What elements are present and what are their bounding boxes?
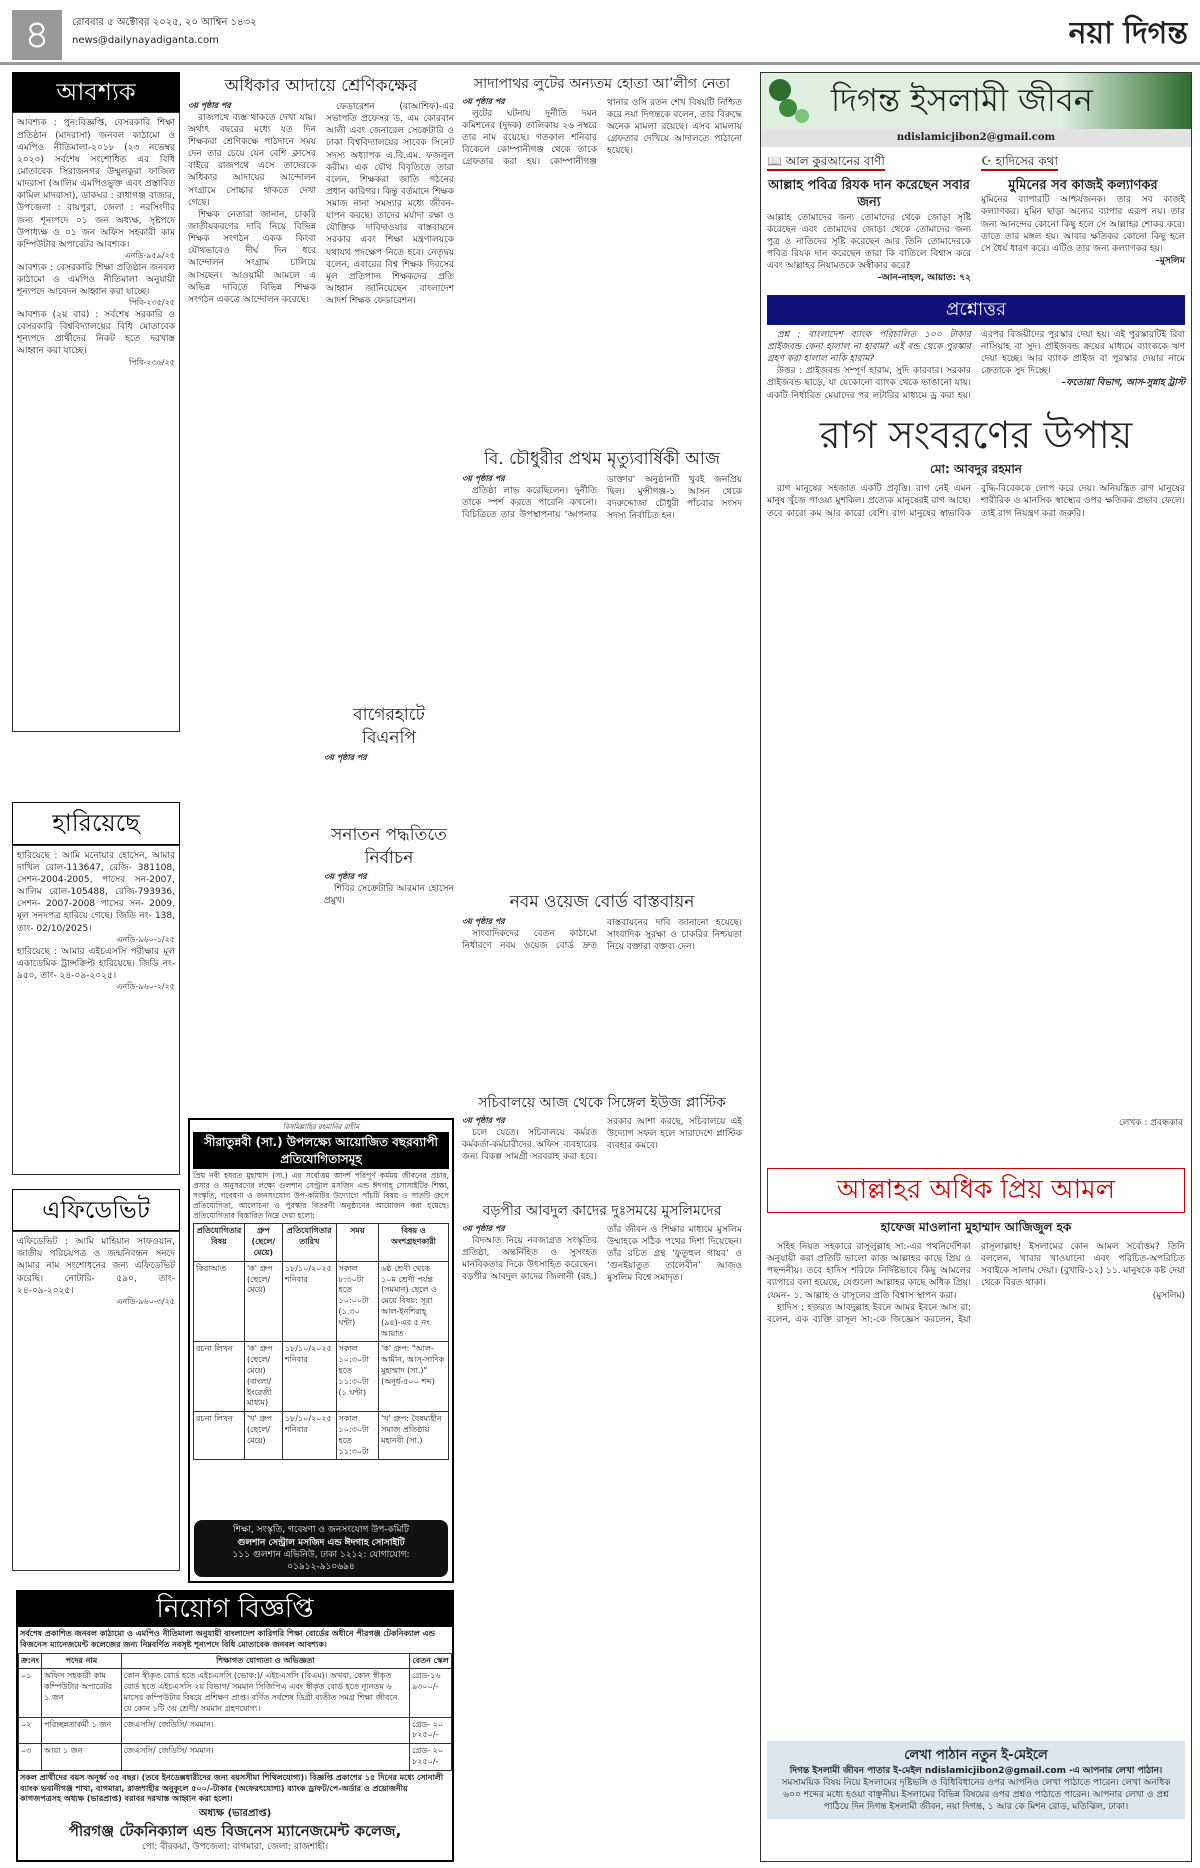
hadith-title: মুমিনের সব কাজই কল্যাণকর xyxy=(1008,177,1158,193)
table-cell: জেএসসি/ জেডিসি/ সমমান। xyxy=(121,1717,409,1744)
table-cell: 'খ' গ্রুপ: বৈষম্যহীন সমাজ প্রতিষ্ঠায় মহানবী (সা.) xyxy=(379,1412,449,1460)
recruitment-notice xyxy=(16,1590,454,1862)
table-row xyxy=(194,1412,449,1460)
qa-title: প্রশ্নোত্তর xyxy=(767,295,1185,325)
text: আল কুরআনের বাণী xyxy=(785,153,885,168)
headline: সচিবালয়ে আজ থেকে সিঙ্গেল ইউজ প্লাস্টিক xyxy=(478,1095,726,1111)
text: (মুসলিম) xyxy=(1152,1290,1185,1301)
posts-table xyxy=(18,1653,452,1771)
college-name: পীরগঞ্জ টেকনিক্যাল এন্ড বিজনেস ম্যানেজমেন্ট কলেজ, xyxy=(68,1821,402,1840)
table-cell: ১৮/১০/২০২৫ শনিবার xyxy=(282,1412,336,1460)
continued-label: ৩য় পৃষ্ঠার পর xyxy=(324,872,367,882)
ad-intro: প্রিয় নবী হযরত মুহাম্মাদ (সা.) এর সর্বোত্তম আদর্শ পরিপূর্ণ কর্মময় জীবনের প্রচার, প্রসার ও অনুসরণের লক্ষ্যে গুলশান সেন্ট্রাল মসজিদ এন্ড ঈদগাহ্ সোসাইটির শিক্ষা, সংস্কৃতি, গবেষণা ও জনসংযোগ উপ-কমিটির উদ্যোগে পাঁচটি বিষয় ও সাতটি গ্রুপে প্রতিযোগিতা, আলোচনা ও পুরস্কার বিতরণী অনুষ্ঠানের আয়োজন করা হয়েছে। প্রতিযোগিতার বিস্তারিত নিম্নে দেয়া হলো: xyxy=(193,1170,449,1221)
ad-footer xyxy=(194,1520,448,1577)
issue-date: রোববার ৫ অক্টোবর ২০২৫, ২০ আশ্বিন ১৪৩২ xyxy=(72,17,257,28)
column-header: ক্র:নং xyxy=(19,1653,42,1669)
quran-box xyxy=(767,153,971,285)
table-cell: অফিস সহকারী কাম কম্পিউটার অপারেটর ১ জন xyxy=(42,1669,122,1717)
headline: সনাতন পদ্ধতিতে নির্বাচন xyxy=(331,824,447,868)
text: গুলশান সেন্ট্রাল মসজিদ এন্ড ঈদগাহ সোসাইটি xyxy=(237,1537,405,1548)
column-header: প্রতিযোগিতার তারিখ xyxy=(282,1224,336,1261)
article-author: মো: আবদুর রহমান xyxy=(930,462,1022,477)
table-cell: 'ক' গ্রুপ (ছেলে/মেয়ে) xyxy=(244,1261,282,1342)
ad-kicker: বিসমিল্লাহির রহমানির রাহীম xyxy=(282,1123,360,1131)
text: ১১১ গুলশান এভিনিউ, ঢাকা ১২১২: যোগাযোগ: ০১৯১২-৯১০৬৯৪ xyxy=(232,1549,410,1572)
table-cell: সকাল ১০:৩০টা হতে ১১:৩০টা xyxy=(336,1412,379,1460)
paragraph: রাগ মানুষের সহজাত একটি প্রবৃত্তি। রাগ নেই এমন মানুষ খুঁজে পাওয়া মুশকিল। প্রত্যেক মানুষেরই রাগ আছে। তবে কারো কম আর কারো বেশি। রাগ মানুষের স্বাভাবিক বুদ্ধি-বিবেককে লোপ করে দেয়। অনিয়ন্ত্রিত রাগ মানুষের শারীরিক ও মানসিক স্বাস্থ্যের ওপর ক্ষতিকর প্রভাব ফেলে। তাই রাগ নিয়ন্ত্রণ করা জরুরি। xyxy=(767,484,1185,519)
islamic-life-section xyxy=(760,72,1192,1862)
ad-code: এনডি-৯৫৯/২৫ xyxy=(124,250,175,260)
college-address: পো: বীরকয়া, উপজেলা: বাগমারা, জেলা: রাজশাহী। xyxy=(141,1842,329,1852)
paragraph: শিবির সেক্রেটারি আরমান হোসেন প্রমুখ। xyxy=(324,884,454,907)
text: ৩য় পৃষ্ঠার পর xyxy=(462,1115,505,1125)
column-header: গ্রুপ (ছেলে/মেয়ে) xyxy=(244,1224,282,1261)
text: ৩য় পৃষ্ঠার পর xyxy=(462,96,505,106)
text: –মুসলিম xyxy=(1155,255,1185,266)
page-number: ৪ xyxy=(12,10,62,60)
table-row xyxy=(194,1261,449,1342)
mosque-logo-icon xyxy=(769,79,819,125)
paragraph: রাজপথে ব্যস্ত থাকতে দেখা যায়। অর্থাৎ বছরের মধ্যে যত দিন শিক্ষকরা শ্রেণিকক্ষে পাঠদানে সময় দেন তার চেয়ে যেন বেশি ক্লাসের বাইরে রাজপথে এসে তাদেরকে অধিকার আদায়ের আন্দোলন সংগ্রামে সোচ্চার থাকতে দেখা গেছে। xyxy=(188,112,316,208)
column-header: সময় xyxy=(336,1224,379,1261)
table-row xyxy=(19,1744,452,1771)
header-divider xyxy=(0,62,1200,65)
paragraph: লুটের ঘটনায় দুর্নীতি দমন কমিশনের (দুদক) তালিকায় ২৬ নম্বরে তার নাম রয়েছে। গতকাল শনিবার বিকেলে কোম্পানীগঞ্জ থেকে তাকে গ্রেফতার করা হয়। কোম্পানীগঞ্জ থানার ওসি রতন শেখ বিষয়টি নিশ্চিত করে নয়া দিগন্তকে বলেন, তার বিরুদ্ধে অনেক মামলা রয়েছে। এসব মামলায় গ্রেফতার দেখিয়ে আদালতে পাঠানো হয়েছে। xyxy=(462,97,742,168)
section-title: এফিডেভিট xyxy=(12,1189,180,1231)
table-cell: 'ক' গ্রুপ (ছেলে/মেয়ে) (বাংলা/ইংরেজী মাধ্যম) xyxy=(244,1342,282,1412)
text: ৩য় পৃষ্ঠার পর xyxy=(462,916,505,926)
ad-box xyxy=(12,1231,180,1571)
table-cell: ০২ xyxy=(19,1717,42,1744)
table-cell: আয়া ১ জন xyxy=(42,1744,122,1771)
ad-box xyxy=(12,112,180,732)
quran-title: আল্লাহ পবিত্র রিযক দান করেছেন সবার জন্য xyxy=(768,177,970,211)
headline: বড়পীর আবদুল কাদের দুঃসময়ে মুসলিমদের xyxy=(482,1203,722,1219)
ad-box xyxy=(12,845,180,1175)
story-education xyxy=(188,72,454,1112)
table-row xyxy=(19,1717,452,1744)
question: প্রশ্ন : বাংলাদেশ ব্যাংক পরিচালিত ১০০ টাকার প্রাইজবন্ড কেনা হালাল না হারাম? এই বন্ড থেকে পুরস্কার গ্রহণ করা হালাল নাকি হারাম? xyxy=(767,329,971,365)
table-cell: সকাল ১০:৩০টা হতে ১১:৩০টা (১ ঘন্টা) xyxy=(336,1342,379,1412)
table-cell: পরিচ্ছন্নতাকর্মী ১ জন xyxy=(42,1717,122,1744)
text: লেখক : প্রবন্ধকার xyxy=(1118,1118,1183,1129)
continued-label: ৩য় পৃষ্ঠার পর xyxy=(188,100,231,110)
table-cell: ১৮/১০/২০২৫ শনিবার xyxy=(282,1342,336,1412)
table-cell: গ্রেড- ২০ ৮২৫০/- xyxy=(410,1744,452,1771)
newspaper-logo: নয়া দিগন্ত xyxy=(1068,16,1188,51)
ad-code: পিবি-২৩৫/২৫ xyxy=(128,298,175,308)
table-cell: ০৩ xyxy=(19,1744,42,1771)
table-cell: ০১ xyxy=(19,1669,42,1717)
paragraph: সহিহ নিয়ত সহকারে রাসূলুল্লাহ সা:-এর পথনির্দেশিকা অনুযায়ী করা প্রতিটি ভালো কাজ আল্লাহর কাছে প্রিয় ও পছন্দনীয়। তবে হাদিস শরিফে নির্দিষ্টভাবে কিছু আমলের ব্যাপারে বলা হয়েছে, যেগুলো আল্লাহর কাছে অধিক প্রিয়। যেমন– ১. আল্লাহ ও রাসূলের প্রতি বিশ্বাস স্থাপন করা। xyxy=(767,1242,971,1301)
text: শিক্ষা, সংস্কৃতি, গবেষণা ও জনসংযোগ উপ-কমিটি xyxy=(233,1525,409,1536)
quran-icon: 📖 xyxy=(767,153,782,168)
table-cell: কিরাআত xyxy=(194,1261,245,1342)
article-author: হাফেজ মাওলানা মুহাম্মাদ আজিজুল হক xyxy=(880,1219,1072,1234)
ad-text: হারিয়েছে : আমার এইচএসসি পরীক্ষার মূল একাডেমিক ট্রান্সক্রিপ্ট হারিয়েছে। জিডি নং- ৯৫০, তাং- ২৪-০৯-২০২৫। xyxy=(17,946,175,981)
text: ৩য় পৃষ্ঠার পর xyxy=(462,473,505,483)
table-row xyxy=(19,1669,452,1717)
paragraph: সাংবাদিকদের বেতন কাঠামো নির্ধারণে নবম ওয়েজ বোর্ড দ্রুত বাস্তবায়নের দাবি জানানো হয়েছে। সাংবাদিক সুরক্ষা ও চাকরির নিশ্চয়তা নিয়ে বক্তারা বক্তব্য দেন। xyxy=(462,917,742,953)
text: দিগন্ত ইসলামী জীবন পাতার ই-মেইল ndislamicjibon2@gmail.com -এ আপনার লেখা পাঠান। xyxy=(789,1765,1163,1776)
headline: অধিকার আদায়ে শ্রেণিকক্ষের xyxy=(224,76,418,96)
continued-label: ৩য় পৃষ্ঠার পর xyxy=(324,752,367,762)
table-cell: রচনা লিখন xyxy=(194,1342,245,1412)
ad-text: আবশ্যক (২য় বার) : সর্বশেষ সরকারি ও বেসরকারি বিশ্ববিদ্যালয়ের বিধি মোতাবেক শূন্যপদে প্রার্থীদের নিকট হতে দরখাস্ত আহ্বান করা যাচ্ছে। xyxy=(17,309,175,357)
text: হাদিসের কথা xyxy=(995,153,1058,168)
hadith-text: মুমিনের ব্যাপারটি আশ্চর্যজনক। তার সব কাজই কল্যাণকর। মুমিন ছাড়া অন্যের ব্যাপার এরূপ নয়। তার জন্য আনন্দের কোনো কিছু হলে সে আল্লাহর শোকর করে। তাতে তার মঙ্গল হয়। আবার ক্ষতিকর কোনো কিছু হলে সে ধৈর্য ধারণ করে। এটিও তার জন্য কল্যাণকর হয়। xyxy=(981,195,1185,254)
classifieds-column xyxy=(12,72,180,1572)
paragraph: ফেডারেশন (বাআশিফ)-এর সভাপতি প্রফেসর ড. এম কোরবান আলী এবং জেনারেল সেক্রেটারি ও ঢাকা বিশ্ববিদ্যালয়ের সাবেক সিনেট সদস্য অধ্যাপক এ.বি.এম. ফজলুল করীম। এক যৌথ বিবৃতিতে তারা বলেন, শিক্ষকরা জাতি গঠনের প্রধান কারিগর। কিন্তু বর্তমানে শিক্ষক সমাজ নানা সমস্যার মধ্যে জীবন-যাপন করছে। তাদের মর্যাদা রক্ষা ও যৌক্তিক দাবিদাওয়ার বাস্তবায়নে সরকার এবং শিক্ষা মন্ত্রণালয়কে যথাযথ পদক্ষেপ নিতে হবে। নেতৃদ্বয় বলেন, এবারের বিশ্ব শিক্ষক দিবসের মূল প্রতিপাদ্য শিক্ষকদের প্রতি আহ্বান জানিয়েছেন বাংলাদেশ আদর্শ শিক্ষক ফেডারেশন। xyxy=(326,101,454,307)
column-header: শিক্ষাগত যোগ্যতা ও অভিজ্ঞতা xyxy=(121,1653,409,1669)
section-banner xyxy=(761,73,1191,129)
paragraph: প্রতিষ্ঠা লাভ করেছিলেন। দুর্নীতি তাকে স্পর্শ করতে পারেনি কখনো। বিচিত্রিতে তার উপস্থাপনায় ‘আপনার ডাক্তার’ অনুষ্ঠানটি খুবই জনপ্রিয় ছিল। মুন্সীগঞ্জ-১ আসন থেকে বদরুদ্দোজা চৌধুরী পাঁচবার সংসদ সদস্য নির্বাচিত হন। xyxy=(462,474,742,522)
ad-code: এনডি-৯৬০-৩/২৫ xyxy=(116,1296,175,1306)
column-header: পদের নাম xyxy=(42,1653,122,1669)
headline: সাদাপাথর লুটের অন্যতম হোতা আ’লীগ নেতা xyxy=(473,76,731,92)
notice-title: নিয়োগ বিজ্ঞপ্তি xyxy=(18,1592,452,1627)
table-cell: কোন স্বীকৃত বোর্ড হতে এইচএসসি (ভোক:)/ এইচএসসি (বিএম)। অথবা, কোন স্বীকৃত বোর্ড হতে এইচএসসি ২য় বিভাগ/ সমমান সিজিপিএ এবং স্বীকৃত বোর্ড হতে ন্যূনতম ৬ মাসের কম্পিউটার বিষয়ে প্রশিক্ষণ প্রাপ্ত। বর্ণিত সর্বশেষ ডিগ্রী ব্যতীত সমগ্র শিক্ষা জীবনে যে কোন ১টি ৩য় শ্রেণী/ সমমান গ্রহণযোগ্য। xyxy=(121,1669,409,1717)
article-title: আল্লাহর অধিক প্রিয় আমল xyxy=(767,1168,1185,1213)
text: ৩য় পৃষ্ঠার পর xyxy=(462,1223,505,1233)
column-header: প্রতিযোগিতার বিষয় xyxy=(194,1224,245,1261)
table-cell: রচনা লিখন xyxy=(194,1412,245,1460)
middle-column xyxy=(462,72,742,1862)
ad-code: পিবি-২৩৬/২৫ xyxy=(128,357,175,367)
headline: বি. চৌধুরীর প্রথম মৃত্যুবার্ষিকী আজ xyxy=(483,449,721,469)
table-cell: 'খ' গ্রুপ (ছেলে/মেয়ে) xyxy=(244,1412,282,1460)
headline: নবম ওয়েজ বোর্ড বাস্তবায়ন xyxy=(509,892,695,912)
column-header: বিষয় ও অংশগ্রহণকারী xyxy=(379,1224,449,1261)
text: দিগন্ত ইসলামী জীবন xyxy=(831,81,1093,120)
paragraph: চলে যেতে। সচিবালয়ে কর্মরত কর্মকর্তা-কর্মচারীদের অফিস ব্যবহারের জন্য বিকল্প সামগ্রী সরবরাহ করা হবে। সরকার আশা করছে, সচিবালয়ে এই উদ্যোগ সফল হলে সারাদেশে প্লাস্টিক ব্যবহার কমবে। xyxy=(462,1116,742,1162)
signatory: অধ্যক্ষ (ভারপ্রাপ্ত) xyxy=(198,1808,272,1820)
competition-table xyxy=(193,1223,449,1460)
table-cell: গ্রেড-১৬ ৯৩০০/- xyxy=(410,1669,452,1717)
ad-code: এনডি-৯৬০-২/২৫ xyxy=(116,981,175,991)
table-row xyxy=(194,1342,449,1412)
table-cell: জেএসসি/ জেডিসি/ সমমান। xyxy=(121,1744,409,1771)
ad-text: আবশ্যক : বেসরকারি শিক্ষা প্রতিষ্ঠান জনবল কাঠামো ও এমপিও নীতিমালা অনুযায়ী শূন্যপদে আবেদন আহ্বান করা যাচ্ছে। xyxy=(17,262,175,298)
sirat-competition-ad xyxy=(188,1118,454,1583)
paragraph: শিক্ষক নেতারা জানান, চাকরি জাতীয়করণের দাবি নিয়ে বিভিন্ন শিক্ষক সংগঠন একক কিংবা যৌথভাবেও দীর্ঘ দিন ধরে আন্দোলন সংগ্রাম চালিয়ে আসছেন। আওয়ামী আমলে এ অভিন্ন দাবিতে বিভিন্ন শিক্ষক সংগঠন একত্রে আন্দোলন করেছে। xyxy=(188,209,316,305)
ad-text: হারিয়েছে : আমি মনোয়ার হোসেন, আমার দাখিল রোল-113647, রেজি- 381108, সেশন-2004-2005, পাসের সন-2007, আলিম রোল-105488, রেজি-793936, সেশন- 2007-2008 পাসের সন- 2009, মূল সনদপত্র হারিয়ে গেছে। জিডি নং- 138, তাং- 02/10/2025। xyxy=(17,850,175,934)
headline: বাগেরহাটে বিএনপি xyxy=(353,704,425,748)
text: সমসাময়িক বিষয় নিয়ে ইসলামের দৃষ্টিভঙ্গি ও বিধিবিধানের ওপর আপনিও লেখা পাঠাতে পারেন। লেখা অনধিক ৬০০ শব্দের মধ্যে হওয়া বাঞ্ছনীয়। ইসলামের বিভিন্ন বিষয়ের ওপর প্রশ্নও পাঠাতে পারেন। আপনার লেখা ও প্রশ্ন পাঠিয়ে দিন দিগন্ত ইসলামী জীবন, নয়া দিগন্ত, ১ আর কে মিশন রোড, মতিঝিল, ঢাকা। xyxy=(781,1777,1171,1813)
section-email[interactable]: ndislamicjibon2@gmail.com xyxy=(761,129,1191,147)
table-cell: ৬ষ্ঠ শ্রেণী থেকে ১০ম শ্রেণী পর্যন্ত (সমমান) ছেলে ও মেয়ে বিষয়: সূরা আল-ইনশিরাহ্ (৯৪)-এর ৫ নং আয়াত xyxy=(379,1261,449,1342)
section-title: আবশ্যক xyxy=(12,72,180,112)
submission-box xyxy=(767,1741,1185,1819)
ad-code: এনডি-৯৬০-১/২৫ xyxy=(116,934,175,944)
notice-note: সকল প্রার্থীদের বয়স অনূর্ধ্ব ৩৫ বছর। (তবে ইনডেক্সধারীদের জন্য বয়সসীমা শিথিলযোগ্য)। বিজ্ঞপ্তি প্রকাশের ১৫ দিনের মধ্যে সোনালী ব্যাংক ভবানীগঞ্জ শাখা, বাগমারা, রাজশাহীর অনুকূলে ৫০০/-টাকার (অফেরৎযোগ্য) ব্যাংক ড্রাফট/পে-অর্ডার ও প্রয়োজনীয় কাগজপত্রসহ অধ্যক্ষ (ভারপ্রাপ্ত) বরাবর দরখাস্ত আহ্বান করা হলো। xyxy=(20,1772,444,1804)
ad-title: সীরাতুন্নবী (সা.) উপলক্ষ্যে আয়োজিত বছরব্যাপী প্রতিযোগিতাসমূহ xyxy=(193,1132,449,1168)
paragraph: হাদিস : হজরত আবদুল্লাহ ইবনে আমর ইবনে আস রা: বলেন, এক ব্যক্তি রাসূল সা:-কে জিজ্ঞেস করলেন, ইয়া রাসূলাল্লাহ! ইসলামের কোন আমল সর্বোত্তম? তিনি বললেন, খাবার খাওয়ানো এবং পরিচিত-অপরিচিত সবাইকে সালাম দেয়া। (বুখারি-১২) ১১. মানুষকে কষ্ট দেয়া থেকে বিরত থাকা। xyxy=(767,1242,1185,1325)
article-title: রাগ সংবরণের উপায় xyxy=(819,412,1133,457)
table-cell: গ্রেড- ২০ ৮২৫০/- xyxy=(410,1717,452,1744)
text: লেখা পাঠান নতুন ই-মেইলে xyxy=(904,1748,1048,1764)
notice-intro: সর্বশেষ প্রকাশিত জনবল কাঠামো ও এমপিও নীতিমালা অনুযায়ী বাংলাদেশ কারিগরি শিক্ষা বোর্ডের অধীনে পীরগঞ্জ টেকনিক্যাল এন্ড বিজনেস ম্যানেজমেন্ট কলেজের জন্য নিম্নবর্ণিত নবসৃষ্ট শূন্যপদে বিধি মোতাবেক জনবল আবশ্যক। xyxy=(20,1629,436,1649)
table-cell: 'ক' গ্রুপ: "আল-আমীন, আস্-সাদিক মুহাম্মাদ (সা.)" (অনূর্ধ-৫০০ শব্দ) xyxy=(379,1342,449,1412)
ad-text: এফিডেভিট : আমি মাহিয়ান সাফওয়ান, জাতীয় পরিচয়পত্র ও জন্মনিবন্ধন সনদে আমার নাম সংশোধনের জন্য এফিডেভিট করেছি। নোটারি- ৫৯০, তাং- ২৪-০৯-২০২৫। xyxy=(17,1237,175,1296)
answer: উত্তর : প্রাইজবন্ড সম্পূর্ণ হারাম, সুদি কারবার। সরকার প্রাইজবন্ড ছাড়ে, যা যেকোনো ব্যাংক থেকে ভাঙানো যায়। একটি নির্ধারিত মেয়াদের পর লটারির মাধ্যমে ড্র করা হয়। এরপর বিজয়ীদের পুরস্কার দেয়া হয়। এই পুরস্কারটিই রিবা নাসিয়াহ বা সুদ। প্রাইজবন্ড ক্রয়ের মাধ্যমে ব্যাংককে ঋণ দেয়া হচ্ছে। আর ব্যাংক প্রাইজ বা পুরস্কার দেয়ার নামে ক্রেতাকে সুদ দিচ্ছে। xyxy=(767,329,1185,401)
mosque-icon: ☪ xyxy=(981,153,992,168)
text: –আন-নাহল, আয়াত: ৭২ xyxy=(877,273,971,284)
table-cell: ১৮/১০/২০২৫ শনিবার xyxy=(282,1261,336,1342)
text: –ফতোয়া বিভাগ, আস-সুন্নাহ ট্রাস্ট xyxy=(1061,378,1185,389)
quran-text: আল্লাহ তোমাদের জন্য তোমাদের থেকে জোড়া সৃষ্টি করেছেন এবং তোমাদের জোড়া থেকে তোমাদের জন্য পুত্র ও নাতিদের সৃষ্টি করেছেন আর তিনি তোমাদেরকে পবিত্র রিযক দান করেছেন তারা কি বাতিলে বিশ্বাস করে এবং আল্লাহর নিয়ামতকে অস্বীকার করে? xyxy=(767,212,971,272)
table-cell: সকাল ৮:৩০টা হতে ১০:০০টা (১.৩০ ঘন্টা) xyxy=(336,1261,379,1342)
ad-text: আবশ্যক : পুন:বিজ্ঞপ্তি, বেসরকারি শিক্ষা প্রতিষ্ঠান (মাদরাসা) জনবল কাঠামো ও এমপিও নীতিমালা-২০১৮ (২৩ নভেম্বর ২০২০) সর্বশেষ সংশোধিত এর বিধি মোতাবেক সিরাজনগর উম্মুলকুরা ফাজিল মাদরাসা (আলিম এমপিওভুক্ত এবং প্রস্তাবিত কামিল মাদরাসা), ডাকঘর : রাধাগঞ্জ বাজার, উপজেলা : রায়পুরা, জেলা : নরসিংদীর জন্য শূন্যপদে ০১ জন অধ্যক্ষ, সৃষ্টপদে উপাধ্যক্ষ ও ০১ জন অফিস সহকারী কাম কম্পিউটার অপারেটর আবশ্যক। xyxy=(17,118,175,250)
paragraph: বিদআত নিয়ে নবজাগ্রত সংস্কৃতির প্রতিষ্ঠা, অন্তর্নিহিত ও সুসংহত মানবিকতার দিকে উৎসাহিত করেছেন। বড়পীর আবদুল কাদের জিলানী (রহ.) তাঁর জীবন ও শিক্ষার মাধ্যমে মুসলিম উম্মাহকে সঠিক পথের দিশা দিয়েছেন। তাঁর রচিত গ্রন্থ ‘ফুতুহুল গায়ব’ ও ‘গুনইয়াতুত তালেবীন’ আজও মুসলিম বিশ্বে সমাদৃত। xyxy=(462,1224,742,1284)
section-title: হারিয়েছে xyxy=(12,802,180,844)
column-header: বেতন স্কেল xyxy=(410,1653,452,1669)
hadith-box xyxy=(981,153,1185,285)
news-email[interactable]: news@dailynayadiganta.com xyxy=(72,35,219,46)
